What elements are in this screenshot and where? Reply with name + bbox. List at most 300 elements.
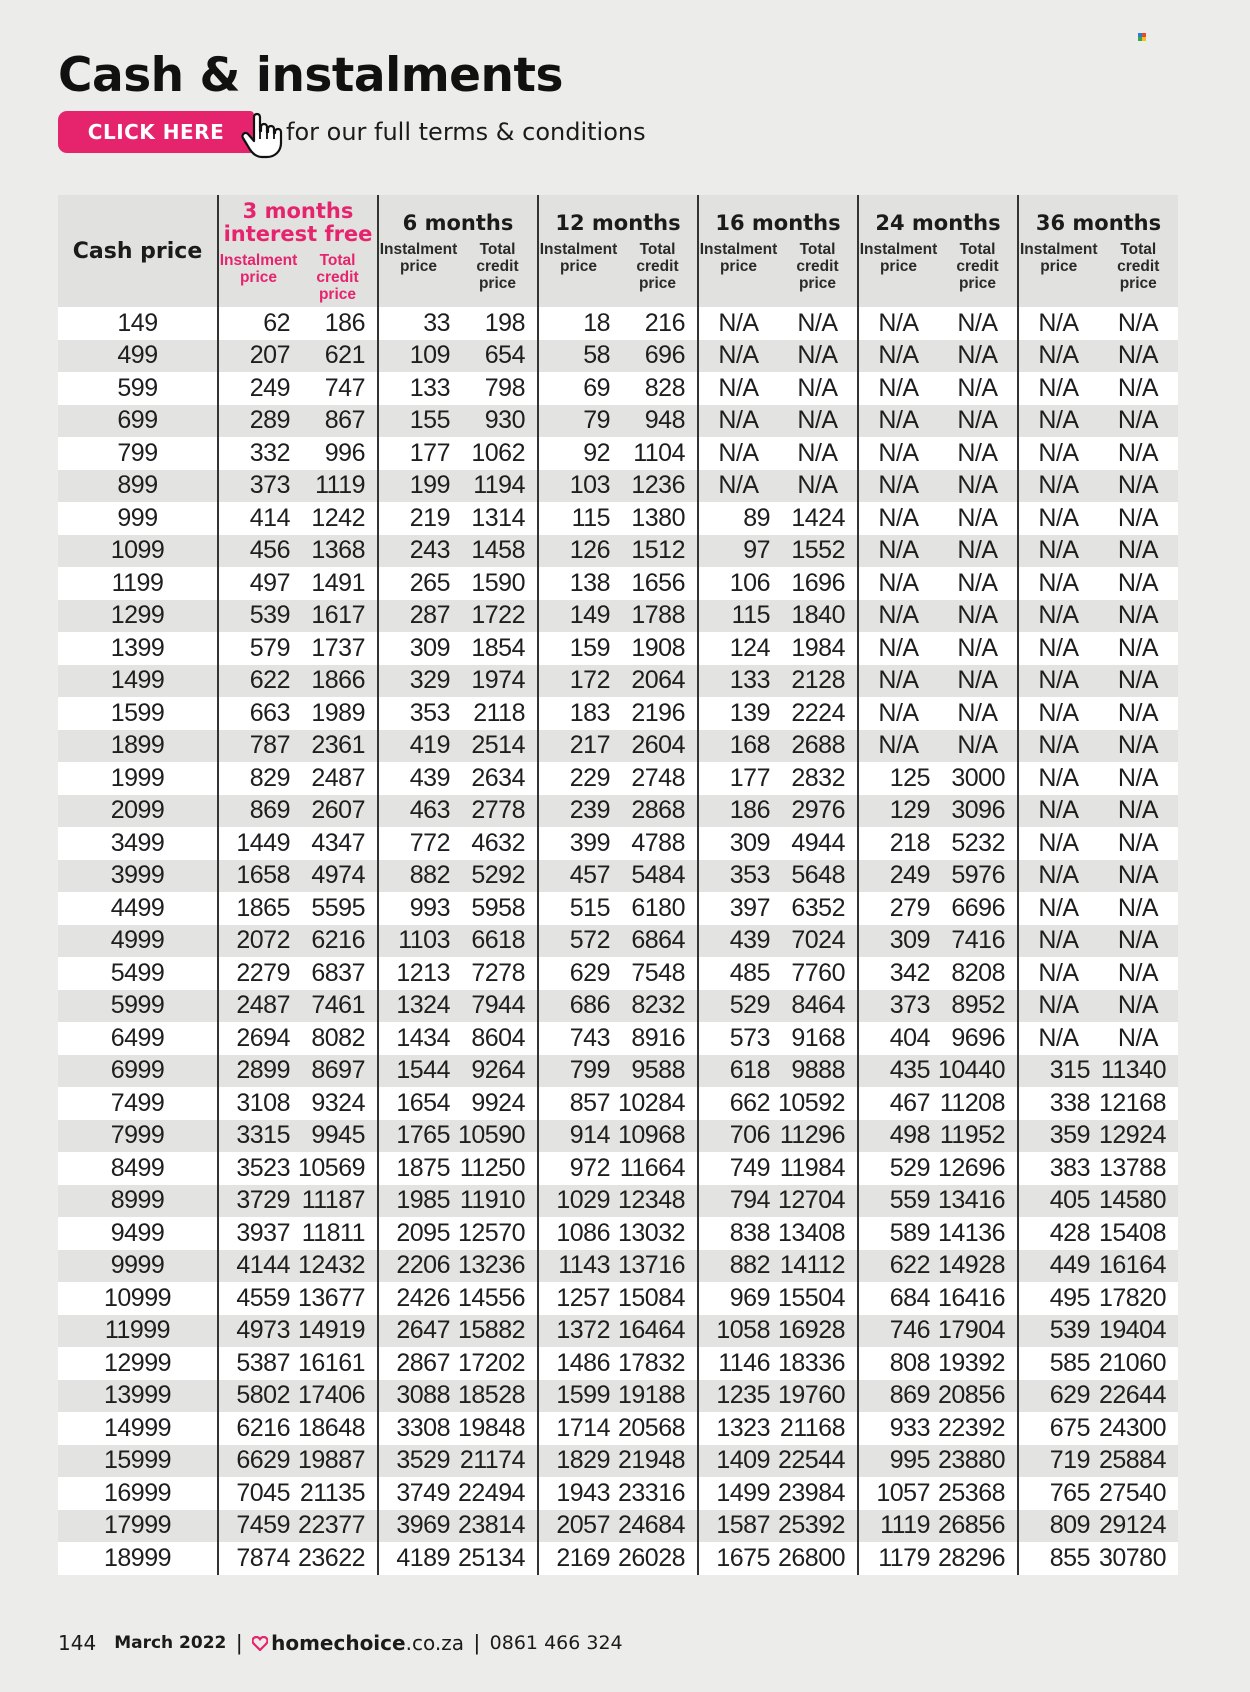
instalment-price-cell: 217	[538, 730, 618, 763]
total-credit-price-cell: 8464	[778, 990, 858, 1023]
total-credit-price-cell: 19188	[618, 1380, 698, 1413]
total-credit-price-cell: 2196	[618, 697, 698, 730]
instalment-price-cell: 129	[858, 795, 938, 828]
instalment-price-cell: N/A	[698, 470, 778, 503]
total-credit-price-cell: 27540	[1098, 1477, 1178, 1510]
cash-price-cell: 599	[58, 372, 218, 405]
instalment-price-cell: 1544	[378, 1055, 458, 1088]
instalment-price-cell: 289	[218, 405, 298, 438]
total-credit-price-cell: 8697	[298, 1055, 378, 1088]
total-credit-price-cell: 15882	[458, 1315, 538, 1348]
total-credit-price-cell: 1840	[778, 600, 858, 633]
instalment-price-cell: N/A	[1018, 665, 1098, 698]
total-credit-price-cell: 696	[618, 340, 698, 373]
total-credit-price-cell: 17202	[458, 1347, 538, 1380]
instalment-price-cell: 1714	[538, 1412, 618, 1445]
instalment-price-cell: 467	[858, 1087, 938, 1120]
total-credit-price-cell: 1368	[298, 535, 378, 568]
cash-price-cell: 12999	[58, 1347, 218, 1380]
instalment-price-cell: 405	[1018, 1185, 1098, 1218]
total-credit-price-label: Total credit price	[956, 240, 999, 292]
total-credit-price-cell: N/A	[938, 600, 1018, 633]
instalment-price-cell: N/A	[858, 340, 938, 373]
total-credit-price-cell: 13236	[458, 1250, 538, 1283]
table-row	[58, 1152, 1178, 1185]
total-credit-price-cell: 19760	[778, 1380, 858, 1413]
instalment-price-cell: 439	[378, 762, 458, 795]
total-credit-price-cell: 18336	[778, 1347, 858, 1380]
instalment-price-cell: 579	[218, 632, 298, 665]
cash-price-cell: 799	[58, 437, 218, 470]
instalment-price-label: Instalment price	[1019, 240, 1098, 275]
group-header-3-months	[218, 195, 378, 307]
total-credit-price-cell: 2688	[778, 730, 858, 763]
total-credit-price-cell: N/A	[938, 632, 1018, 665]
instalment-price-cell: 249	[858, 860, 938, 893]
instalment-price-cell: 1658	[218, 860, 298, 893]
total-credit-price-cell: 16161	[298, 1347, 378, 1380]
cash-price-cell: 7999	[58, 1120, 218, 1153]
table-row	[58, 795, 1178, 828]
total-credit-price-cell: 16464	[618, 1315, 698, 1348]
total-credit-price-cell: 9696	[938, 1022, 1018, 1055]
instalment-price-cell: 1865	[218, 892, 298, 925]
instalment-price-cell: N/A	[1018, 730, 1098, 763]
instalment-price-cell: 2426	[378, 1282, 458, 1315]
instalment-price-cell: 539	[218, 600, 298, 633]
group-title: 6 months	[402, 210, 514, 235]
instalment-price-cell: 622	[218, 665, 298, 698]
instalment-price-cell: 404	[858, 1022, 938, 1055]
instalment-price-cell: N/A	[1018, 697, 1098, 730]
brand-name[interactable]: homechoice	[271, 1631, 406, 1655]
instalment-price-cell: 7459	[218, 1510, 298, 1543]
total-credit-price-cell: 7548	[618, 957, 698, 990]
table-row	[58, 925, 1178, 958]
total-credit-price-cell: 1194	[458, 470, 538, 503]
total-credit-price-cell: 1458	[458, 535, 538, 568]
cash-price-cell: 6499	[58, 1022, 218, 1055]
instalment-price-cell: 3308	[378, 1412, 458, 1445]
instalment-price-cell: 155	[378, 405, 458, 438]
cash-price-cell: 3499	[58, 827, 218, 860]
total-credit-price-label: Total credit price	[316, 251, 359, 303]
total-credit-price-cell: 5976	[938, 860, 1018, 893]
total-credit-price-cell: 3096	[938, 795, 1018, 828]
instalment-price-cell: N/A	[1018, 827, 1098, 860]
table-row	[58, 730, 1178, 763]
instalment-price-cell: 719	[1018, 1445, 1098, 1478]
instalment-price-label: Instalment price	[379, 240, 458, 275]
instalment-price-cell: 1486	[538, 1347, 618, 1380]
total-credit-price-cell: N/A	[1098, 892, 1178, 925]
total-credit-price-cell: 1722	[458, 600, 538, 633]
group-title: 36 months	[1035, 210, 1162, 235]
total-credit-price-cell: 2748	[618, 762, 698, 795]
instalment-price-cell: N/A	[858, 437, 938, 470]
instalment-price-cell: 765	[1018, 1477, 1098, 1510]
instalment-price-cell: 529	[698, 990, 778, 1023]
total-credit-price-cell: 21135	[298, 1477, 378, 1510]
instalment-price-cell: 342	[858, 957, 938, 990]
cash-price-cell: 9999	[58, 1250, 218, 1283]
instalment-price-cell: 177	[698, 762, 778, 795]
instalment-price-cell: N/A	[698, 405, 778, 438]
table-row	[58, 1477, 1178, 1510]
total-credit-price-cell: 12704	[778, 1185, 858, 1218]
instalment-price-cell: N/A	[1018, 762, 1098, 795]
total-credit-price-cell: N/A	[1098, 502, 1178, 535]
total-credit-price-cell: 14580	[1098, 1185, 1178, 1218]
total-credit-price-cell: 654	[458, 340, 538, 373]
page-footer	[58, 1630, 623, 1656]
instalment-price-cell: N/A	[1018, 795, 1098, 828]
instalment-price-cell: 686	[538, 990, 618, 1023]
instalment-price-cell: 62	[218, 307, 298, 340]
instalment-price-cell: N/A	[698, 437, 778, 470]
instalment-price-label: Instalment price	[539, 240, 618, 275]
total-credit-price-cell: 10284	[618, 1087, 698, 1120]
instalment-price-cell: 414	[218, 502, 298, 535]
instalment-price-cell: N/A	[858, 307, 938, 340]
total-credit-price-cell: 5595	[298, 892, 378, 925]
total-credit-price-cell: 22377	[298, 1510, 378, 1543]
instalment-price-cell: 115	[698, 600, 778, 633]
total-credit-price-cell: 828	[618, 372, 698, 405]
total-credit-price-cell: 5958	[458, 892, 538, 925]
instalment-table	[58, 195, 1178, 1575]
total-credit-price-cell: 7760	[778, 957, 858, 990]
total-credit-price-cell: N/A	[938, 307, 1018, 340]
total-credit-price-cell: 5648	[778, 860, 858, 893]
instalment-price-cell: 183	[538, 697, 618, 730]
total-credit-price-cell: 1104	[618, 437, 698, 470]
total-credit-price-cell: 25368	[938, 1477, 1018, 1510]
total-credit-price-cell: 30780	[1098, 1542, 1178, 1575]
instalment-price-cell: 662	[698, 1087, 778, 1120]
total-credit-price-cell: 1617	[298, 600, 378, 633]
total-credit-price-cell: N/A	[1098, 990, 1178, 1023]
total-credit-price-cell: 1242	[298, 502, 378, 535]
table-row	[58, 697, 1178, 730]
instalment-price-cell: 2057	[538, 1510, 618, 1543]
instalment-price-cell: 58	[538, 340, 618, 373]
total-credit-price-cell: N/A	[1098, 860, 1178, 893]
instalment-price-cell: 456	[218, 535, 298, 568]
total-credit-price-cell: 15408	[1098, 1217, 1178, 1250]
instalment-price-cell: 2279	[218, 957, 298, 990]
total-credit-price-cell: 948	[618, 405, 698, 438]
total-credit-price-cell: N/A	[1098, 697, 1178, 730]
instalment-price-cell: 746	[858, 1315, 938, 1348]
total-credit-price-cell: 25392	[778, 1510, 858, 1543]
total-credit-price-cell: 1062	[458, 437, 538, 470]
instalment-price-cell: 485	[698, 957, 778, 990]
instalment-price-cell: 622	[858, 1250, 938, 1283]
total-credit-price-cell: 14928	[938, 1250, 1018, 1283]
total-credit-price-cell: 22494	[458, 1477, 538, 1510]
total-credit-price-cell: 8604	[458, 1022, 538, 1055]
instalment-price-label: Instalment price	[219, 251, 298, 286]
table-row	[58, 1315, 1178, 1348]
total-credit-price-cell: 13416	[938, 1185, 1018, 1218]
instalment-price-cell: 125	[858, 762, 938, 795]
cash-price-cell: 5499	[58, 957, 218, 990]
total-credit-price-cell: N/A	[938, 697, 1018, 730]
total-credit-price-cell: 1552	[778, 535, 858, 568]
total-credit-price-cell: 11984	[778, 1152, 858, 1185]
instalment-price-cell: 743	[538, 1022, 618, 1055]
instalment-price-cell: 3937	[218, 1217, 298, 1250]
instalment-price-cell: 629	[1018, 1380, 1098, 1413]
instalment-price-cell: 1372	[538, 1315, 618, 1348]
instalment-price-cell: 749	[698, 1152, 778, 1185]
total-credit-price-cell: N/A	[1098, 632, 1178, 665]
instalment-price-cell: 3749	[378, 1477, 458, 1510]
instalment-price-cell: 138	[538, 567, 618, 600]
total-credit-price-cell: N/A	[1098, 1022, 1178, 1055]
terms-text: for our full terms & conditions	[286, 118, 646, 146]
instalment-price-cell: 359	[1018, 1120, 1098, 1153]
total-credit-price-cell: 23984	[778, 1477, 858, 1510]
instalment-price-cell: 684	[858, 1282, 938, 1315]
table-row	[58, 762, 1178, 795]
instalment-price-cell: 572	[538, 925, 618, 958]
instalment-price-cell: 149	[538, 600, 618, 633]
instalment-price-cell: N/A	[1018, 470, 1098, 503]
click-here-button[interactable]: CLICK HERE	[58, 111, 254, 153]
total-credit-price-label: Total credit price	[796, 240, 839, 292]
instalment-price-cell: N/A	[858, 665, 938, 698]
table-row	[58, 827, 1178, 860]
table-row	[58, 600, 1178, 633]
total-credit-price-cell: 8232	[618, 990, 698, 1023]
table-row	[58, 1185, 1178, 1218]
total-credit-price-cell: 6352	[778, 892, 858, 925]
total-credit-price-cell: 20568	[618, 1412, 698, 1445]
instalment-price-cell: 3523	[218, 1152, 298, 1185]
instalment-price-cell: 1434	[378, 1022, 458, 1055]
total-credit-price-cell: 1491	[298, 567, 378, 600]
instalment-price-cell: 1235	[698, 1380, 778, 1413]
instalment-price-cell: 515	[538, 892, 618, 925]
instalment-price-cell: 419	[378, 730, 458, 763]
total-credit-price-cell: 13716	[618, 1250, 698, 1283]
instalment-price-cell: N/A	[858, 697, 938, 730]
table-row	[58, 307, 1178, 340]
total-credit-price-cell: 23880	[938, 1445, 1018, 1478]
instalment-price-cell: 115	[538, 502, 618, 535]
total-credit-price-cell: 8208	[938, 957, 1018, 990]
instalment-price-cell: 855	[1018, 1542, 1098, 1575]
instalment-price-cell: 103	[538, 470, 618, 503]
total-credit-price-cell: 12570	[458, 1217, 538, 1250]
instalment-price-cell: 2206	[378, 1250, 458, 1283]
instalment-price-cell: 124	[698, 632, 778, 665]
table-row	[58, 990, 1178, 1023]
instalment-price-cell: 1675	[698, 1542, 778, 1575]
total-credit-price-cell: N/A	[1098, 925, 1178, 958]
total-credit-price-cell: 14556	[458, 1282, 538, 1315]
instalment-price-cell: 199	[378, 470, 458, 503]
total-credit-price-cell: 12924	[1098, 1120, 1178, 1153]
total-credit-price-cell: N/A	[1098, 372, 1178, 405]
total-credit-price-cell: 11340	[1098, 1055, 1178, 1088]
total-credit-price-cell: 4944	[778, 827, 858, 860]
table-row	[58, 957, 1178, 990]
instalment-price-cell: 2647	[378, 1315, 458, 1348]
instalment-price-cell: N/A	[1018, 567, 1098, 600]
instalment-price-cell: 338	[1018, 1087, 1098, 1120]
total-credit-price-cell: N/A	[778, 470, 858, 503]
instalment-price-cell: 629	[538, 957, 618, 990]
instalment-price-cell: 168	[698, 730, 778, 763]
instalment-price-cell: 1179	[858, 1542, 938, 1575]
total-credit-price-cell: 1854	[458, 632, 538, 665]
instalment-price-cell: 5387	[218, 1347, 298, 1380]
instalment-price-cell: 1943	[538, 1477, 618, 1510]
instalment-price-cell: 79	[538, 405, 618, 438]
cash-price-cell: 499	[58, 340, 218, 373]
instalment-price-cell: N/A	[1018, 892, 1098, 925]
total-credit-price-cell: N/A	[1098, 567, 1178, 600]
instalment-price-cell: 675	[1018, 1412, 1098, 1445]
total-credit-price-cell: 2487	[298, 762, 378, 795]
instalment-price-cell: 279	[858, 892, 938, 925]
footer-divider: |	[236, 1630, 243, 1655]
group-header-12-months	[538, 195, 698, 307]
total-credit-price-cell: 13677	[298, 1282, 378, 1315]
total-credit-price-cell: 6696	[938, 892, 1018, 925]
table-row	[58, 567, 1178, 600]
total-credit-price-cell: N/A	[938, 567, 1018, 600]
instalment-price-cell: 329	[378, 665, 458, 698]
cash-price-cell: 9499	[58, 1217, 218, 1250]
total-credit-price-cell: N/A	[1098, 827, 1178, 860]
total-credit-price-cell: N/A	[778, 405, 858, 438]
total-credit-price-cell: 2224	[778, 697, 858, 730]
instalment-price-cell: 618	[698, 1055, 778, 1088]
table-row	[58, 1542, 1178, 1575]
brand-domain[interactable]: .co.za	[405, 1631, 464, 1655]
instalment-price-cell: 397	[698, 892, 778, 925]
total-credit-price-cell: 798	[458, 372, 538, 405]
total-credit-price-cell: 10590	[458, 1120, 538, 1153]
total-credit-price-cell: 14112	[778, 1250, 858, 1283]
total-credit-price-cell: 11208	[938, 1087, 1018, 1120]
instalment-price-cell: N/A	[1018, 957, 1098, 990]
cash-price-cell: 1499	[58, 665, 218, 698]
total-credit-price-cell: 2607	[298, 795, 378, 828]
total-credit-price-cell: 13788	[1098, 1152, 1178, 1185]
instalment-price-cell: 1875	[378, 1152, 458, 1185]
table-row	[58, 665, 1178, 698]
instalment-table-wrapper	[58, 195, 1178, 1575]
total-credit-price-cell: 8082	[298, 1022, 378, 1055]
total-credit-price-cell: 21168	[778, 1412, 858, 1445]
cash-price-cell: 2099	[58, 795, 218, 828]
instalment-price-cell: 7874	[218, 1542, 298, 1575]
total-credit-price-cell: 17904	[938, 1315, 1018, 1348]
instalment-price-cell: N/A	[858, 600, 938, 633]
total-credit-price-cell: N/A	[778, 437, 858, 470]
instalment-price-cell: 5802	[218, 1380, 298, 1413]
phone-number[interactable]: 0861 466 324	[489, 1632, 623, 1654]
instalment-price-cell: 457	[538, 860, 618, 893]
total-credit-price-cell: 1314	[458, 502, 538, 535]
instalment-price-cell: 589	[858, 1217, 938, 1250]
instalment-price-cell: 585	[1018, 1347, 1098, 1380]
instalment-price-cell: 838	[698, 1217, 778, 1250]
total-credit-price-cell: 9588	[618, 1055, 698, 1088]
total-credit-price-cell: 9264	[458, 1055, 538, 1088]
instalment-price-cell: 353	[378, 697, 458, 730]
instalment-price-cell: 1146	[698, 1347, 778, 1380]
instalment-price-cell: 33	[378, 307, 458, 340]
total-credit-price-cell: 7024	[778, 925, 858, 958]
total-credit-price-cell: 2604	[618, 730, 698, 763]
instalment-price-cell: 1086	[538, 1217, 618, 1250]
total-credit-price-cell: 24300	[1098, 1412, 1178, 1445]
instalment-price-cell: 159	[538, 632, 618, 665]
instalment-price-cell: 207	[218, 340, 298, 373]
total-credit-price-cell: 22544	[778, 1445, 858, 1478]
instalment-price-cell: 869	[858, 1380, 938, 1413]
table-row	[58, 1120, 1178, 1153]
total-credit-price-cell: 26028	[618, 1542, 698, 1575]
total-credit-price-cell: 6837	[298, 957, 378, 990]
instalment-price-cell: 933	[858, 1412, 938, 1445]
group-title: 16 months	[715, 210, 841, 235]
instalment-price-cell: 914	[538, 1120, 618, 1153]
instalment-price-cell: N/A	[1018, 340, 1098, 373]
instalment-price-cell: 3529	[378, 1445, 458, 1478]
total-credit-price-cell: 10968	[618, 1120, 698, 1153]
total-credit-price-cell: 17406	[298, 1380, 378, 1413]
total-credit-price-cell: 24684	[618, 1510, 698, 1543]
total-credit-price-cell: N/A	[1098, 762, 1178, 795]
instalment-price-cell: 428	[1018, 1217, 1098, 1250]
instalment-price-cell: 1029	[538, 1185, 618, 1218]
total-credit-price-cell: N/A	[778, 372, 858, 405]
total-credit-price-cell: 14919	[298, 1315, 378, 1348]
instalment-price-cell: N/A	[698, 372, 778, 405]
total-credit-price-cell: 21174	[458, 1445, 538, 1478]
instalment-price-cell: N/A	[858, 567, 938, 600]
instalment-price-cell: 882	[698, 1250, 778, 1283]
instalment-price-cell: 332	[218, 437, 298, 470]
instalment-price-cell: 6629	[218, 1445, 298, 1478]
instalment-price-cell: 18	[538, 307, 618, 340]
total-credit-price-cell: 26800	[778, 1542, 858, 1575]
total-credit-price-cell: 216	[618, 307, 698, 340]
total-credit-price-cell: 8952	[938, 990, 1018, 1023]
instalment-price-cell: 808	[858, 1347, 938, 1380]
table-row	[58, 632, 1178, 665]
instalment-price-cell: 265	[378, 567, 458, 600]
total-credit-price-cell: 18528	[458, 1380, 538, 1413]
total-credit-price-cell: 21948	[618, 1445, 698, 1478]
total-credit-price-cell: 19887	[298, 1445, 378, 1478]
total-credit-price-cell: N/A	[1098, 600, 1178, 633]
instalment-price-cell: N/A	[698, 307, 778, 340]
instalment-price-cell: 1143	[538, 1250, 618, 1283]
total-credit-price-cell: 198	[458, 307, 538, 340]
page-title: Cash & instalments	[58, 48, 563, 103]
total-credit-price-cell: 14136	[938, 1217, 1018, 1250]
cash-price-cell: 8499	[58, 1152, 218, 1185]
table-row	[58, 1250, 1178, 1283]
